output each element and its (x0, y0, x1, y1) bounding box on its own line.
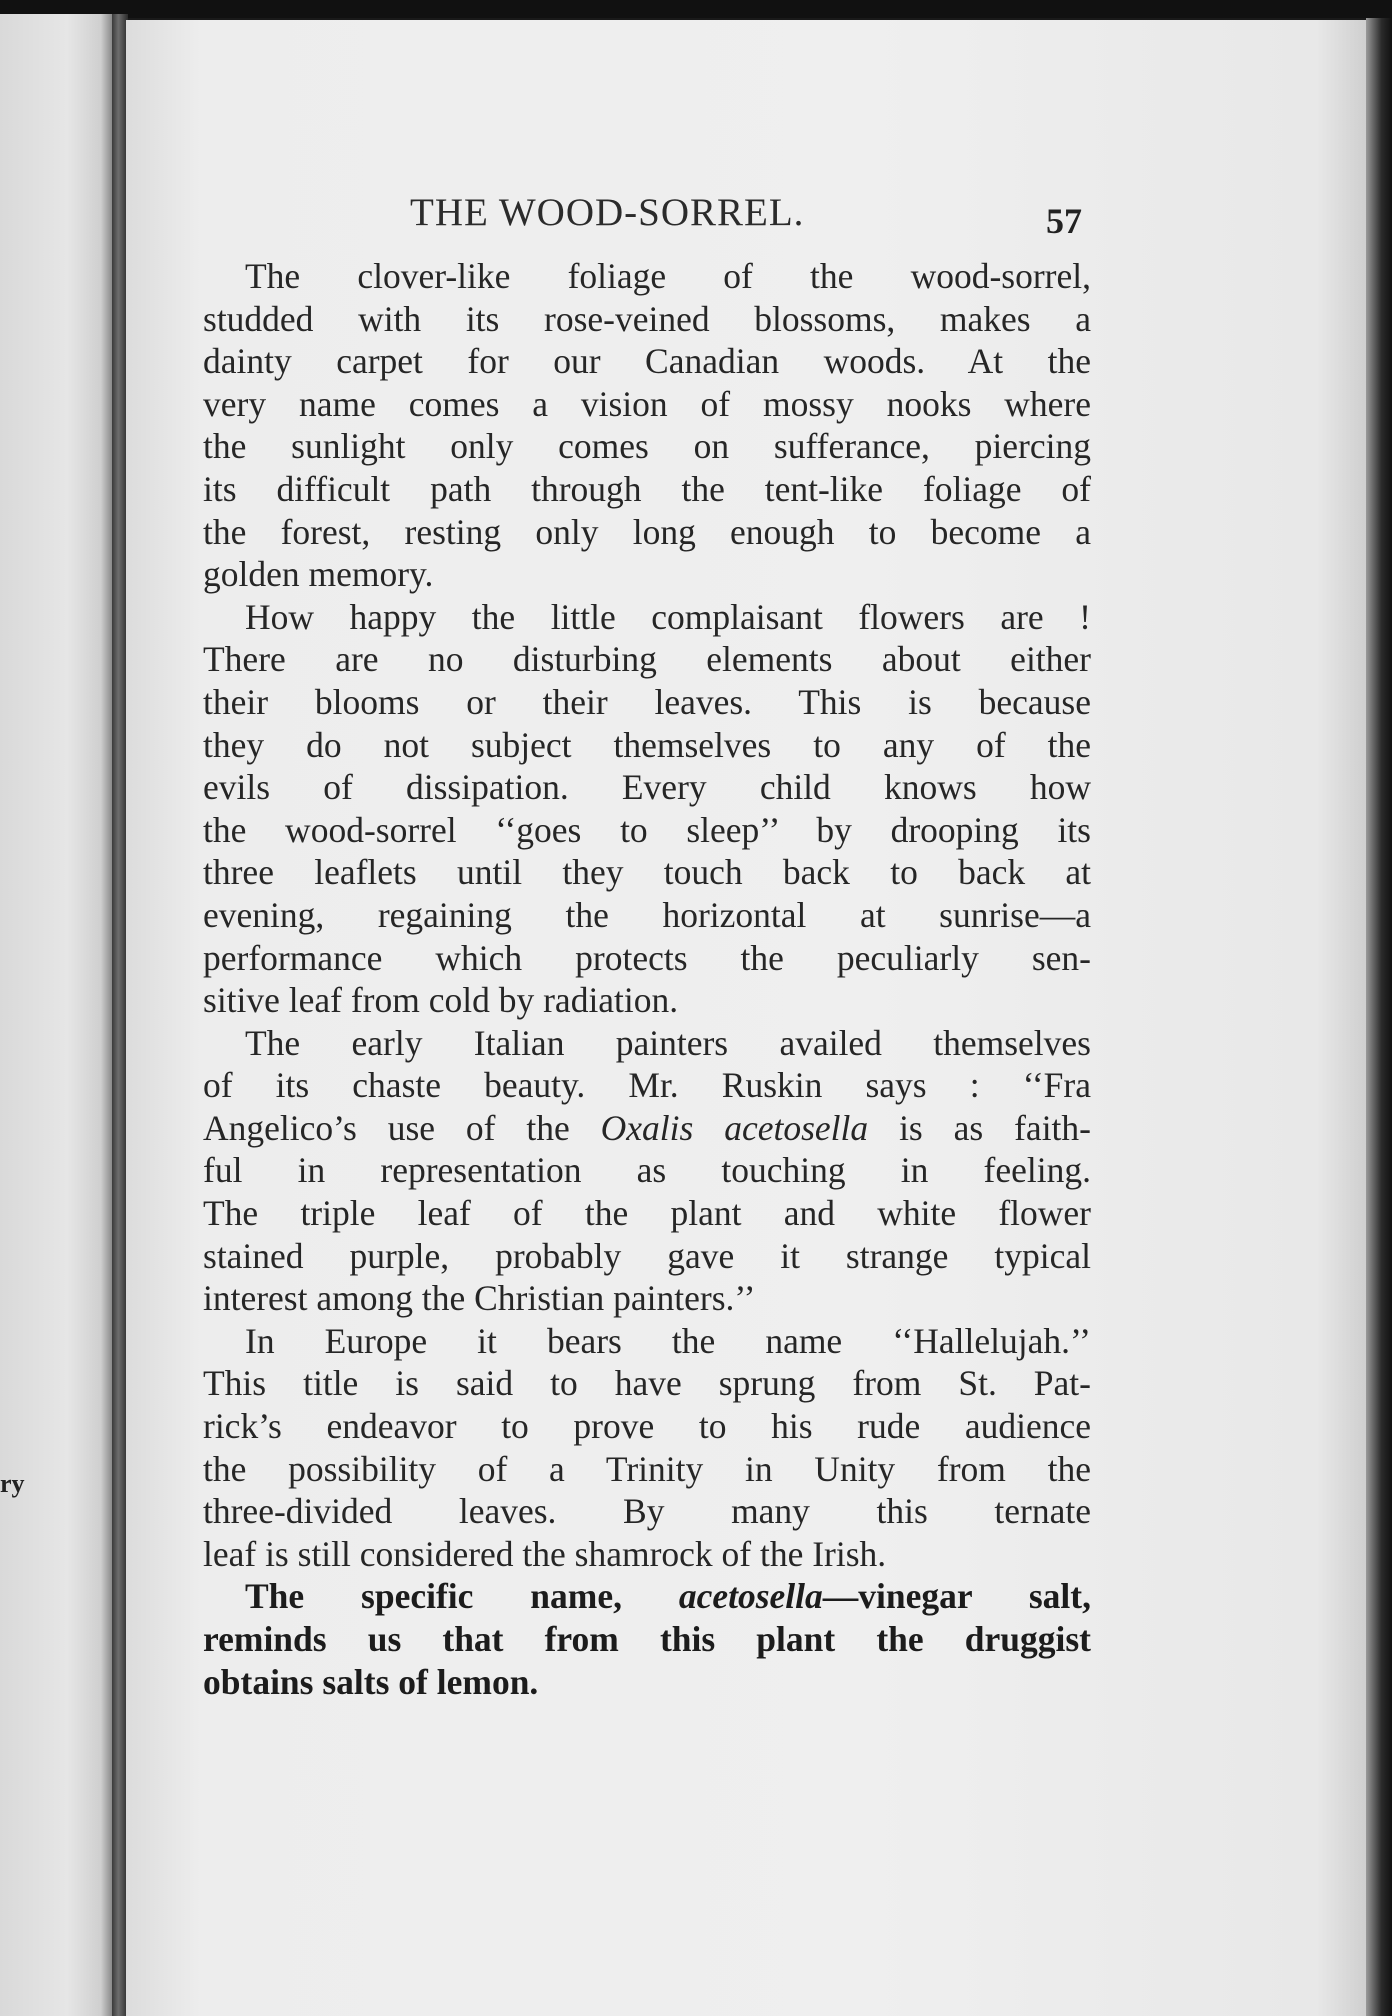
text-line: The early Italian painters availed themselves (245, 1022, 1091, 1063)
text-line: This title is said to have sprung from St. Pat- (203, 1363, 1091, 1404)
text-line: the possibility of a Trinity in Unity from the (203, 1448, 1091, 1489)
running-head: THE WOOD-SORREL. (410, 191, 805, 234)
text-line: its difficult path through the tent-like foliage of (203, 468, 1091, 509)
text-line: stained purple, probably gave it strange typical (203, 1235, 1091, 1276)
paragraph (203, 596, 1091, 1022)
paragraph (203, 1022, 1091, 1320)
paragraph (203, 1575, 1091, 1703)
text-line: three leaflets until they touch back to back at (203, 852, 1091, 893)
text-line: dainty carpet for our Canadian woods. At the (203, 341, 1091, 382)
text-line: of its chaste beauty. Mr. Ruskin says : ‘‘Fra (203, 1065, 1091, 1106)
text-line: There are no disturbing elements about either (203, 639, 1091, 680)
text-line: evils of dissipation. Every child knows how (203, 767, 1091, 808)
paragraph (203, 1320, 1091, 1576)
text-line: obtains salts of lemon. (203, 1661, 539, 1702)
italic-term: Oxalis acetosella (600, 1107, 869, 1148)
text-line: very name comes a vision of mossy nooks where (203, 383, 1091, 424)
text-line: the forest, resting only long enough to become a (203, 511, 1091, 552)
text-line: evening, regaining the horizontal at sunrise—a (203, 894, 1091, 935)
text-line: sitive leaf from cold by radiation. (203, 980, 679, 1021)
paragraph (203, 255, 1091, 596)
facing-page-text-fragment: ry (0, 1469, 25, 1498)
text-line: they do not subject themselves to any of the (203, 724, 1091, 765)
text-line: three-divided leaves. By many this ternate (203, 1491, 1091, 1532)
text-line: The specific name, acetosella—vinegar salt, (245, 1576, 1091, 1617)
text-line: the sunlight only comes on sufferance, piercing (203, 426, 1091, 467)
facing-page-edge (0, 14, 112, 2016)
text-line: The triple leaf of the plant and white flower (203, 1193, 1091, 1234)
text-line: ful in representation as touching in feeling. (203, 1150, 1091, 1191)
italic-term: acetosella (678, 1576, 823, 1617)
text-line: rick’s endeavor to prove to his rude audience (203, 1406, 1091, 1447)
text-line: interest among the Christian painters.’’ (203, 1278, 756, 1319)
text-line: Angelico’s use of the Oxalis acetosella is as faith- (203, 1107, 1091, 1148)
text-line: golden memory. (203, 554, 434, 595)
text-line: reminds us that from this plant the druggist (203, 1619, 1091, 1659)
text-line: their blooms or their leaves. This is because (203, 681, 1091, 722)
text-line: the wood-sorrel ‘‘goes to sleep’’ by drooping its (203, 809, 1091, 850)
text-line: performance which protects the peculiarly sen- (203, 937, 1091, 978)
text-line: In Europe it bears the name ‘‘Hallelujah.’’ (245, 1320, 1091, 1361)
text-line: The clover-like foliage of the wood-sorrel, (245, 256, 1091, 296)
text-line: leaf is still considered the shamrock of the Irish. (203, 1533, 887, 1574)
scan-top-border (0, 0, 1392, 18)
text-line: How happy the little complaisant flowers are ! (245, 596, 1091, 637)
text-line: studded with its rose-veined blossoms, makes a (203, 298, 1091, 339)
body-text (203, 255, 1091, 1703)
page-number: 57 (1046, 201, 1082, 241)
scan-right-border (1366, 18, 1392, 2016)
